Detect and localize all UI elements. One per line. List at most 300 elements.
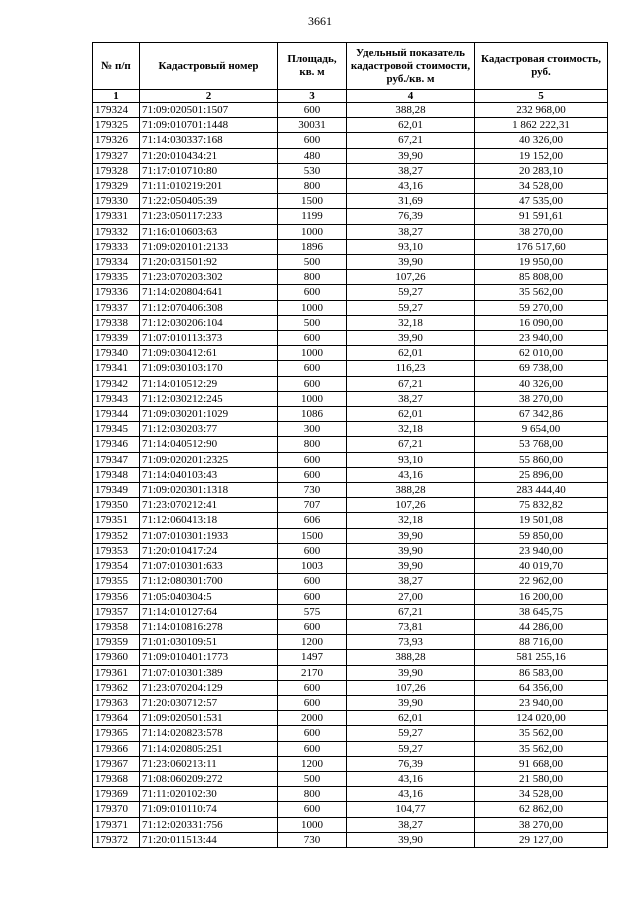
unit-rate-cell: 39,90 bbox=[347, 543, 475, 558]
row-number-cell: 179331 bbox=[93, 209, 140, 224]
unit-rate-cell: 31,69 bbox=[347, 194, 475, 209]
row-number-cell: 179366 bbox=[93, 741, 140, 756]
cadastral-number-cell: 71:11:020102:30 bbox=[140, 787, 278, 802]
cadastral-value-cell: 1 862 222,31 bbox=[475, 118, 608, 133]
row-number-cell: 179350 bbox=[93, 498, 140, 513]
unit-rate-cell: 93,10 bbox=[347, 452, 475, 467]
table-row bbox=[93, 604, 608, 619]
area-cell: 30031 bbox=[278, 118, 347, 133]
cadastral-number-cell: 71:20:031501:92 bbox=[140, 255, 278, 270]
row-number-cell: 179354 bbox=[93, 559, 140, 574]
cadastral-number-cell: 71:14:040512:90 bbox=[140, 437, 278, 452]
area-cell: 1086 bbox=[278, 407, 347, 422]
cadastral-value-cell: 38 270,00 bbox=[475, 817, 608, 832]
area-cell: 1000 bbox=[278, 300, 347, 315]
row-number-cell: 179327 bbox=[93, 148, 140, 163]
table-row bbox=[93, 422, 608, 437]
table-row bbox=[93, 635, 608, 650]
unit-rate-cell: 73,81 bbox=[347, 619, 475, 634]
area-cell: 600 bbox=[278, 133, 347, 148]
area-cell: 800 bbox=[278, 179, 347, 194]
area-cell: 600 bbox=[278, 589, 347, 604]
header-row-number: № п/п bbox=[93, 43, 140, 90]
unit-rate-cell: 73,93 bbox=[347, 635, 475, 650]
table-row bbox=[93, 771, 608, 786]
cadastral-number-cell: 71:20:030712:57 bbox=[140, 695, 278, 710]
area-cell: 2000 bbox=[278, 711, 347, 726]
cadastral-number-cell: 71:09:010701:1448 bbox=[140, 118, 278, 133]
row-number-cell: 179333 bbox=[93, 239, 140, 254]
table-row bbox=[93, 239, 608, 254]
cadastral-value-cell: 22 962,00 bbox=[475, 574, 608, 589]
row-number-cell: 179358 bbox=[93, 619, 140, 634]
row-number-cell: 179340 bbox=[93, 346, 140, 361]
area-cell: 530 bbox=[278, 163, 347, 178]
area-cell: 800 bbox=[278, 787, 347, 802]
cadastral-value-cell: 38 270,00 bbox=[475, 224, 608, 239]
row-number-cell: 179345 bbox=[93, 422, 140, 437]
cadastral-value-cell: 20 283,10 bbox=[475, 163, 608, 178]
cadastral-number-cell: 71:01:030109:51 bbox=[140, 635, 278, 650]
area-cell: 480 bbox=[278, 148, 347, 163]
cadastral-value-cell: 25 896,00 bbox=[475, 467, 608, 482]
cadastral-number-cell: 71:14:020805:251 bbox=[140, 741, 278, 756]
row-number-cell: 179357 bbox=[93, 604, 140, 619]
unit-rate-cell: 39,90 bbox=[347, 695, 475, 710]
unit-rate-cell: 32,18 bbox=[347, 315, 475, 330]
table-row bbox=[93, 817, 608, 832]
cadastral-value-cell: 35 562,00 bbox=[475, 726, 608, 741]
area-cell: 1896 bbox=[278, 239, 347, 254]
area-cell: 600 bbox=[278, 452, 347, 467]
cadastral-number-cell: 71:20:011513:44 bbox=[140, 832, 278, 847]
row-number-cell: 179330 bbox=[93, 194, 140, 209]
table-row bbox=[93, 467, 608, 482]
unit-rate-cell: 388,28 bbox=[347, 483, 475, 498]
cadastral-number-cell: 71:12:080301:700 bbox=[140, 574, 278, 589]
area-cell: 1500 bbox=[278, 194, 347, 209]
header-area: Площадь, кв. м bbox=[278, 43, 347, 90]
area-cell: 1500 bbox=[278, 528, 347, 543]
header-unit-rate: Удельный показатель кадастровой стоимости, руб./кв. м bbox=[347, 43, 475, 90]
cadastral-number-cell: 71:09:030412:61 bbox=[140, 346, 278, 361]
unit-rate-cell: 32,18 bbox=[347, 513, 475, 528]
unit-rate-cell: 62,01 bbox=[347, 711, 475, 726]
unit-rate-cell: 38,27 bbox=[347, 224, 475, 239]
row-number-cell: 179367 bbox=[93, 756, 140, 771]
table-row bbox=[93, 346, 608, 361]
area-cell: 730 bbox=[278, 483, 347, 498]
table-row bbox=[93, 224, 608, 239]
table-row bbox=[93, 331, 608, 346]
area-cell: 600 bbox=[278, 285, 347, 300]
unit-rate-cell: 59,27 bbox=[347, 300, 475, 315]
row-number-cell: 179339 bbox=[93, 331, 140, 346]
area-cell: 1000 bbox=[278, 817, 347, 832]
cadastral-number-cell: 71:14:040103:43 bbox=[140, 467, 278, 482]
row-number-cell: 179372 bbox=[93, 832, 140, 847]
row-number-cell: 179360 bbox=[93, 650, 140, 665]
unit-rate-cell: 67,21 bbox=[347, 437, 475, 452]
unit-rate-cell: 32,18 bbox=[347, 422, 475, 437]
header-cadastral-number: Кадастровый номер bbox=[140, 43, 278, 90]
unit-rate-cell: 76,39 bbox=[347, 209, 475, 224]
cadastral-number-cell: 71:17:010710:80 bbox=[140, 163, 278, 178]
unit-rate-cell: 116,23 bbox=[347, 361, 475, 376]
cadastral-number-cell: 71:11:010219:201 bbox=[140, 179, 278, 194]
cadastral-value-cell: 91 668,00 bbox=[475, 756, 608, 771]
unit-rate-cell: 107,26 bbox=[347, 680, 475, 695]
area-cell: 600 bbox=[278, 695, 347, 710]
row-number-cell: 179352 bbox=[93, 528, 140, 543]
cadastral-number-cell: 71:08:060209:272 bbox=[140, 771, 278, 786]
cadastral-number-cell: 71:09:010110:74 bbox=[140, 802, 278, 817]
cadastral-value-cell: 62 010,00 bbox=[475, 346, 608, 361]
cadastral-number-cell: 71:12:020331:756 bbox=[140, 817, 278, 832]
table-row bbox=[93, 179, 608, 194]
column-number: 4 bbox=[347, 90, 475, 103]
unit-rate-cell: 59,27 bbox=[347, 726, 475, 741]
row-number-cell: 179334 bbox=[93, 255, 140, 270]
row-number-cell: 179368 bbox=[93, 771, 140, 786]
table-row bbox=[93, 209, 608, 224]
row-number-cell: 179364 bbox=[93, 711, 140, 726]
row-number-cell: 179335 bbox=[93, 270, 140, 285]
area-cell: 600 bbox=[278, 802, 347, 817]
unit-rate-cell: 388,28 bbox=[347, 650, 475, 665]
table-row bbox=[93, 361, 608, 376]
row-number-cell: 179326 bbox=[93, 133, 140, 148]
cadastral-number-cell: 71:05:040304:5 bbox=[140, 589, 278, 604]
area-cell: 1000 bbox=[278, 391, 347, 406]
cadastral-value-cell: 59 270,00 bbox=[475, 300, 608, 315]
table-header-row bbox=[93, 43, 608, 90]
area-cell: 1199 bbox=[278, 209, 347, 224]
row-number-cell: 179337 bbox=[93, 300, 140, 315]
row-number-cell: 179328 bbox=[93, 163, 140, 178]
cadastral-number-cell: 71:20:010417:24 bbox=[140, 543, 278, 558]
cadastral-value-cell: 29 127,00 bbox=[475, 832, 608, 847]
cadastral-number-cell: 71:07:010301:1933 bbox=[140, 528, 278, 543]
header-cadastral-value: Кадастровая стоимость, руб. bbox=[475, 43, 608, 90]
area-cell: 2170 bbox=[278, 665, 347, 680]
unit-rate-cell: 43,16 bbox=[347, 771, 475, 786]
cadastral-value-cell: 19 152,00 bbox=[475, 148, 608, 163]
cadastral-number-cell: 71:09:030103:170 bbox=[140, 361, 278, 376]
area-cell: 600 bbox=[278, 361, 347, 376]
unit-rate-cell: 93,10 bbox=[347, 239, 475, 254]
table-row bbox=[93, 619, 608, 634]
cadastral-value-cell: 19 950,00 bbox=[475, 255, 608, 270]
cadastral-number-cell: 71:23:070204:129 bbox=[140, 680, 278, 695]
cadastral-value-cell: 16 090,00 bbox=[475, 315, 608, 330]
area-cell: 600 bbox=[278, 376, 347, 391]
cadastral-number-cell: 71:09:020501:531 bbox=[140, 711, 278, 726]
area-cell: 1000 bbox=[278, 224, 347, 239]
row-number-cell: 179325 bbox=[93, 118, 140, 133]
row-number-cell: 179338 bbox=[93, 315, 140, 330]
cadastral-value-table bbox=[92, 42, 608, 848]
unit-rate-cell: 104,77 bbox=[347, 802, 475, 817]
table-row bbox=[93, 103, 608, 118]
row-number-cell: 179365 bbox=[93, 726, 140, 741]
column-number-row bbox=[93, 90, 608, 103]
cadastral-value-cell: 59 850,00 bbox=[475, 528, 608, 543]
cadastral-value-cell: 23 940,00 bbox=[475, 695, 608, 710]
row-number-cell: 179356 bbox=[93, 589, 140, 604]
cadastral-value-cell: 581 255,16 bbox=[475, 650, 608, 665]
table-row bbox=[93, 741, 608, 756]
column-number: 5 bbox=[475, 90, 608, 103]
unit-rate-cell: 39,90 bbox=[347, 665, 475, 680]
area-cell: 800 bbox=[278, 437, 347, 452]
cadastral-number-cell: 71:12:060413:18 bbox=[140, 513, 278, 528]
table-row bbox=[93, 148, 608, 163]
cadastral-number-cell: 71:07:010301:389 bbox=[140, 665, 278, 680]
cadastral-number-cell: 71:12:030203:77 bbox=[140, 422, 278, 437]
area-cell: 800 bbox=[278, 270, 347, 285]
page-number: 3661 bbox=[308, 14, 332, 28]
column-number: 1 bbox=[93, 90, 140, 103]
table-row bbox=[93, 543, 608, 558]
unit-rate-cell: 39,90 bbox=[347, 255, 475, 270]
cadastral-number-cell: 71:07:010113:373 bbox=[140, 331, 278, 346]
table-row bbox=[93, 376, 608, 391]
cadastral-number-cell: 71:09:030201:1029 bbox=[140, 407, 278, 422]
cadastral-value-cell: 53 768,00 bbox=[475, 437, 608, 452]
cadastral-number-cell: 71:14:030337:168 bbox=[140, 133, 278, 148]
table-row bbox=[93, 437, 608, 452]
row-number-cell: 179362 bbox=[93, 680, 140, 695]
cadastral-value-cell: 64 356,00 bbox=[475, 680, 608, 695]
cadastral-value-cell: 124 020,00 bbox=[475, 711, 608, 726]
area-cell: 600 bbox=[278, 331, 347, 346]
row-number-cell: 179344 bbox=[93, 407, 140, 422]
cadastral-value-cell: 47 535,00 bbox=[475, 194, 608, 209]
unit-rate-cell: 38,27 bbox=[347, 817, 475, 832]
table-row bbox=[93, 726, 608, 741]
unit-rate-cell: 39,90 bbox=[347, 559, 475, 574]
cadastral-number-cell: 71:23:050117:233 bbox=[140, 209, 278, 224]
row-number-cell: 179349 bbox=[93, 483, 140, 498]
cadastral-value-cell: 232 968,00 bbox=[475, 103, 608, 118]
row-number-cell: 179351 bbox=[93, 513, 140, 528]
cadastral-value-cell: 69 738,00 bbox=[475, 361, 608, 376]
cadastral-number-cell: 71:20:010434:21 bbox=[140, 148, 278, 163]
table-row bbox=[93, 680, 608, 695]
cadastral-number-cell: 71:14:010816:278 bbox=[140, 619, 278, 634]
area-cell: 600 bbox=[278, 680, 347, 695]
row-number-cell: 179324 bbox=[93, 103, 140, 118]
area-cell: 600 bbox=[278, 543, 347, 558]
cadastral-number-cell: 71:14:020804:641 bbox=[140, 285, 278, 300]
row-number-cell: 179359 bbox=[93, 635, 140, 650]
cadastral-value-cell: 34 528,00 bbox=[475, 179, 608, 194]
cadastral-value-cell: 19 501,08 bbox=[475, 513, 608, 528]
cadastral-value-cell: 85 808,00 bbox=[475, 270, 608, 285]
table-row bbox=[93, 407, 608, 422]
table-row bbox=[93, 802, 608, 817]
area-cell: 1200 bbox=[278, 635, 347, 650]
area-cell: 1003 bbox=[278, 559, 347, 574]
cadastral-value-cell: 40 326,00 bbox=[475, 133, 608, 148]
area-cell: 500 bbox=[278, 315, 347, 330]
unit-rate-cell: 43,16 bbox=[347, 787, 475, 802]
unit-rate-cell: 67,21 bbox=[347, 604, 475, 619]
area-cell: 600 bbox=[278, 619, 347, 634]
column-number: 2 bbox=[140, 90, 278, 103]
unit-rate-cell: 38,27 bbox=[347, 391, 475, 406]
cadastral-number-cell: 71:14:020823:578 bbox=[140, 726, 278, 741]
cadastral-value-cell: 38 270,00 bbox=[475, 391, 608, 406]
unit-rate-cell: 59,27 bbox=[347, 741, 475, 756]
cadastral-number-cell: 71:14:010127:64 bbox=[140, 604, 278, 619]
area-cell: 600 bbox=[278, 467, 347, 482]
cadastral-value-cell: 9 654,00 bbox=[475, 422, 608, 437]
cadastral-number-cell: 71:09:020501:1507 bbox=[140, 103, 278, 118]
cadastral-number-cell: 71:22:050405:39 bbox=[140, 194, 278, 209]
unit-rate-cell: 107,26 bbox=[347, 498, 475, 513]
cadastral-number-cell: 71:16:010603:63 bbox=[140, 224, 278, 239]
table-row bbox=[93, 163, 608, 178]
area-cell: 600 bbox=[278, 103, 347, 118]
cadastral-number-cell: 71:23:060213:11 bbox=[140, 756, 278, 771]
cadastral-value-cell: 38 645,75 bbox=[475, 604, 608, 619]
table-row bbox=[93, 559, 608, 574]
table-row bbox=[93, 695, 608, 710]
table-row bbox=[93, 528, 608, 543]
table-row bbox=[93, 589, 608, 604]
table-row bbox=[93, 832, 608, 847]
row-number-cell: 179346 bbox=[93, 437, 140, 452]
area-cell: 600 bbox=[278, 574, 347, 589]
area-cell: 500 bbox=[278, 771, 347, 786]
row-number-cell: 179332 bbox=[93, 224, 140, 239]
row-number-cell: 179369 bbox=[93, 787, 140, 802]
table-row bbox=[93, 665, 608, 680]
unit-rate-cell: 107,26 bbox=[347, 270, 475, 285]
unit-rate-cell: 62,01 bbox=[347, 407, 475, 422]
unit-rate-cell: 76,39 bbox=[347, 756, 475, 771]
row-number-cell: 179355 bbox=[93, 574, 140, 589]
area-cell: 600 bbox=[278, 726, 347, 741]
cadastral-number-cell: 71:12:030212:245 bbox=[140, 391, 278, 406]
table-row bbox=[93, 650, 608, 665]
cadastral-value-cell: 16 200,00 bbox=[475, 589, 608, 604]
unit-rate-cell: 67,21 bbox=[347, 133, 475, 148]
table-row bbox=[93, 194, 608, 209]
cadastral-value-cell: 23 940,00 bbox=[475, 543, 608, 558]
cadastral-value-cell: 86 583,00 bbox=[475, 665, 608, 680]
table-body bbox=[93, 103, 608, 848]
table-row bbox=[93, 711, 608, 726]
table-row bbox=[93, 513, 608, 528]
unit-rate-cell: 39,90 bbox=[347, 528, 475, 543]
cadastral-value-cell: 40 019,70 bbox=[475, 559, 608, 574]
table-row bbox=[93, 315, 608, 330]
cadastral-number-cell: 71:23:070203:302 bbox=[140, 270, 278, 285]
area-cell: 1000 bbox=[278, 346, 347, 361]
area-cell: 1497 bbox=[278, 650, 347, 665]
area-cell: 575 bbox=[278, 604, 347, 619]
area-cell: 300 bbox=[278, 422, 347, 437]
unit-rate-cell: 59,27 bbox=[347, 285, 475, 300]
table-row bbox=[93, 391, 608, 406]
table-row bbox=[93, 756, 608, 771]
cadastral-value-cell: 75 832,82 bbox=[475, 498, 608, 513]
table-row bbox=[93, 255, 608, 270]
table-row bbox=[93, 787, 608, 802]
row-number-cell: 179329 bbox=[93, 179, 140, 194]
table-row bbox=[93, 118, 608, 133]
unit-rate-cell: 43,16 bbox=[347, 179, 475, 194]
table-row bbox=[93, 285, 608, 300]
unit-rate-cell: 62,01 bbox=[347, 346, 475, 361]
area-cell: 1200 bbox=[278, 756, 347, 771]
area-cell: 707 bbox=[278, 498, 347, 513]
cadastral-value-cell: 44 286,00 bbox=[475, 619, 608, 634]
cadastral-value-cell: 23 940,00 bbox=[475, 331, 608, 346]
area-cell: 500 bbox=[278, 255, 347, 270]
cadastral-value-cell: 35 562,00 bbox=[475, 741, 608, 756]
row-number-cell: 179343 bbox=[93, 391, 140, 406]
area-cell: 730 bbox=[278, 832, 347, 847]
cadastral-value-cell: 21 580,00 bbox=[475, 771, 608, 786]
row-number-cell: 179348 bbox=[93, 467, 140, 482]
area-cell: 606 bbox=[278, 513, 347, 528]
unit-rate-cell: 39,90 bbox=[347, 832, 475, 847]
table-row bbox=[93, 574, 608, 589]
cadastral-number-cell: 71:09:020201:2325 bbox=[140, 452, 278, 467]
row-number-cell: 179361 bbox=[93, 665, 140, 680]
row-number-cell: 179341 bbox=[93, 361, 140, 376]
cadastral-value-cell: 283 444,40 bbox=[475, 483, 608, 498]
cadastral-value-cell: 55 860,00 bbox=[475, 452, 608, 467]
cadastral-value-cell: 91 591,61 bbox=[475, 209, 608, 224]
cadastral-number-cell: 71:09:010401:1773 bbox=[140, 650, 278, 665]
cadastral-value-cell: 35 562,00 bbox=[475, 285, 608, 300]
column-number: 3 bbox=[278, 90, 347, 103]
cadastral-number-cell: 71:23:070212:41 bbox=[140, 498, 278, 513]
cadastral-number-cell: 71:14:010512:29 bbox=[140, 376, 278, 391]
unit-rate-cell: 43,16 bbox=[347, 467, 475, 482]
cadastral-number-cell: 71:09:020301:1318 bbox=[140, 483, 278, 498]
row-number-cell: 179336 bbox=[93, 285, 140, 300]
row-number-cell: 179370 bbox=[93, 802, 140, 817]
unit-rate-cell: 39,90 bbox=[347, 148, 475, 163]
table-row bbox=[93, 452, 608, 467]
row-number-cell: 179363 bbox=[93, 695, 140, 710]
cadastral-value-cell: 62 862,00 bbox=[475, 802, 608, 817]
row-number-cell: 179347 bbox=[93, 452, 140, 467]
cadastral-number-cell: 71:12:030206:104 bbox=[140, 315, 278, 330]
row-number-cell: 179353 bbox=[93, 543, 140, 558]
unit-rate-cell: 38,27 bbox=[347, 574, 475, 589]
table-row bbox=[93, 498, 608, 513]
table-row bbox=[93, 270, 608, 285]
table-row bbox=[93, 483, 608, 498]
cadastral-number-cell: 71:07:010301:633 bbox=[140, 559, 278, 574]
unit-rate-cell: 62,01 bbox=[347, 118, 475, 133]
table-row bbox=[93, 300, 608, 315]
unit-rate-cell: 27,00 bbox=[347, 589, 475, 604]
cadastral-value-cell: 176 517,60 bbox=[475, 239, 608, 254]
unit-rate-cell: 388,28 bbox=[347, 103, 475, 118]
cadastral-number-cell: 71:09:020101:2133 bbox=[140, 239, 278, 254]
row-number-cell: 179371 bbox=[93, 817, 140, 832]
cadastral-value-cell: 88 716,00 bbox=[475, 635, 608, 650]
unit-rate-cell: 39,90 bbox=[347, 331, 475, 346]
